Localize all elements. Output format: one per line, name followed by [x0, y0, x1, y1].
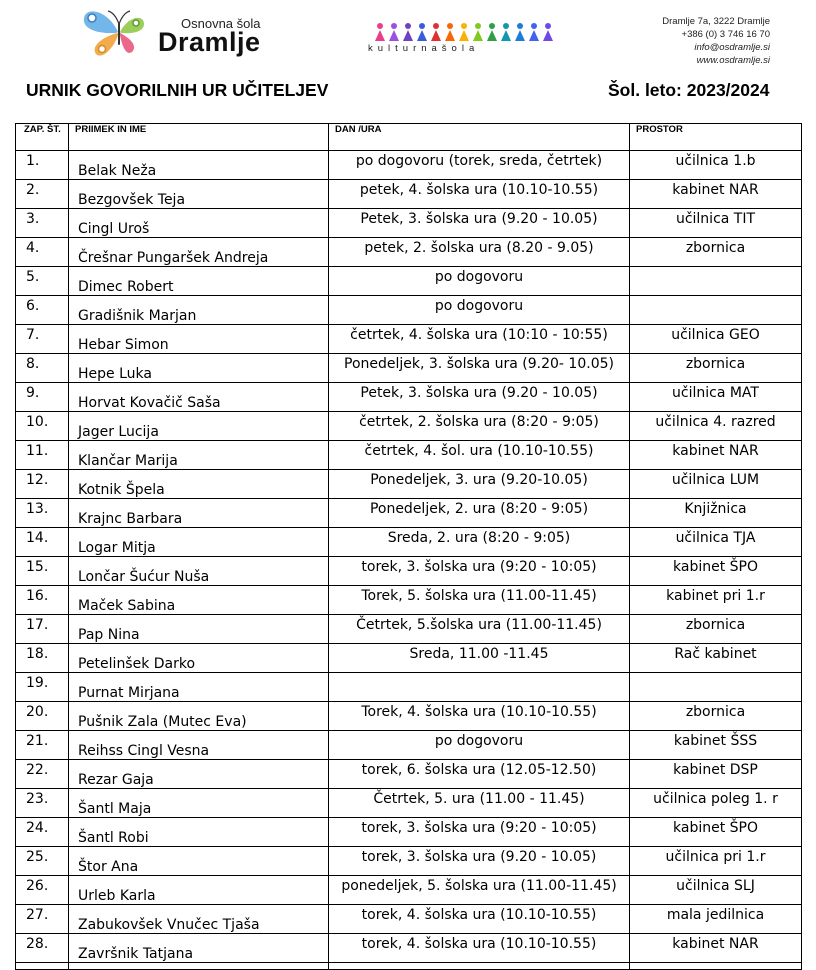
teacher-name-cell: Završnik Tatjana — [69, 934, 329, 963]
consultation-time-cell: po dogovoru (torek, sreda, četrtek) — [329, 151, 630, 180]
table-row — [16, 325, 802, 354]
room-cell: kabinet NAR — [630, 441, 802, 470]
table-row — [16, 760, 802, 789]
empty-cell — [329, 963, 630, 970]
consultation-time-cell: petek, 2. šolska ura (8.20 - 9.05) — [329, 238, 630, 267]
row-number-cell: 8. — [16, 354, 69, 383]
table-row — [16, 818, 802, 847]
table-row — [16, 934, 802, 963]
teacher-name-cell: Rezar Gaja — [69, 760, 329, 789]
consultation-time-cell: Sreda, 2. ura (8:20 - 9:05) — [329, 528, 630, 557]
consultation-time-cell: po dogovoru — [329, 267, 630, 296]
table-row — [16, 296, 802, 325]
empty-cell — [16, 963, 69, 970]
school-name-line2: Dramlje — [158, 27, 261, 57]
row-number-cell: 16. — [16, 586, 69, 615]
teacher-name-cell: Horvat Kovačič Saša — [69, 383, 329, 412]
consultation-time-cell: Četrtek, 5. ura (11.00 - 11.45) — [329, 789, 630, 818]
teacher-name-cell: Petelinšek Darko — [69, 644, 329, 673]
butterfly-icon — [78, 2, 158, 58]
room-cell: zbornica — [630, 238, 802, 267]
school-name-line1: Osnovna šola — [181, 16, 261, 31]
teacher-name-cell: Šantl Robi — [69, 818, 329, 847]
table-row-empty — [16, 963, 802, 970]
row-number-cell: 24. — [16, 818, 69, 847]
table-row — [16, 702, 802, 731]
consultation-time-cell: torek, 4. šolska ura (10.10-10.55) — [329, 905, 630, 934]
row-number-cell: 25. — [16, 847, 69, 876]
consultation-schedule-table — [15, 123, 802, 970]
teacher-name-cell: Logar Mitja — [69, 528, 329, 557]
row-number-cell: 5. — [16, 267, 69, 296]
row-number-cell: 10. — [16, 412, 69, 441]
consultation-time-cell: Torek, 4. šolska ura (10.10-10.55) — [329, 702, 630, 731]
consultation-time-cell: torek, 4. šolska ura (10.10-10.55) — [329, 934, 630, 963]
consultation-time-cell: Sreda, 11.00 -11.45 — [329, 644, 630, 673]
row-number-cell: 17. — [16, 615, 69, 644]
teacher-name-cell: Šantl Maja — [69, 789, 329, 818]
teacher-name-cell: Jager Lucija — [69, 412, 329, 441]
table-row — [16, 615, 802, 644]
teacher-name-cell: Štor Ana — [69, 847, 329, 876]
consultation-time-cell: Ponedeljek, 3. šolska ura (9.20- 10.05) — [329, 354, 630, 383]
consultation-time-cell: torek, 3. šolska ura (9:20 - 10:05) — [329, 818, 630, 847]
room-cell: Knjižnica — [630, 499, 802, 528]
empty-cell — [69, 963, 329, 970]
table-row — [16, 151, 802, 180]
room-cell: zbornica — [630, 354, 802, 383]
teacher-name-cell: Pap Nina — [69, 615, 329, 644]
table-row — [16, 267, 802, 296]
table-row — [16, 557, 802, 586]
table-row — [16, 180, 802, 209]
consultation-time-cell: Torek, 5. šolska ura (11.00-11.45) — [329, 586, 630, 615]
table-row — [16, 905, 802, 934]
consultation-time-cell: petek, 4. šolska ura (10.10-10.55) — [329, 180, 630, 209]
room-cell: kabinet NAR — [630, 934, 802, 963]
table-row — [16, 673, 802, 702]
table-row — [16, 412, 802, 441]
consultation-time-cell: torek, 3. šolska ura (9.20 - 10.05) — [329, 847, 630, 876]
address-phone: +386 (0) 3 746 16 70 — [681, 29, 770, 40]
teacher-name-cell: Zabukovšek Vnučec Tjaša — [69, 905, 329, 934]
row-number-cell: 15. — [16, 557, 69, 586]
table-row — [16, 847, 802, 876]
kulturna-sola-text: kulturnašola — [368, 43, 480, 54]
column-header-room: PROSTOR — [630, 124, 802, 151]
address-email: info@osdramlje.si — [694, 42, 770, 53]
consultation-time-cell: torek, 6. šolska ura (12.05-12.50) — [329, 760, 630, 789]
column-header-name: PRIIMEK IN IME — [69, 124, 329, 151]
room-cell: Rač kabinet — [630, 644, 802, 673]
row-number-cell: 22. — [16, 760, 69, 789]
consultation-time-cell: četrtek, 4. šol. ura (10.10-10.55) — [329, 441, 630, 470]
consultation-time-cell: po dogovoru — [329, 296, 630, 325]
consultation-time-cell: Četrtek, 5.šolska ura (11.00-11.45) — [329, 615, 630, 644]
table-row — [16, 470, 802, 499]
row-number-cell: 21. — [16, 731, 69, 760]
row-number-cell: 6. — [16, 296, 69, 325]
row-number-cell: 18. — [16, 644, 69, 673]
room-cell — [630, 673, 802, 702]
row-number-cell: 26. — [16, 876, 69, 905]
teacher-name-cell: Hebar Simon — [69, 325, 329, 354]
room-cell — [630, 267, 802, 296]
consultation-time-cell: Petek, 3. šolska ura (9.20 - 10.05) — [329, 383, 630, 412]
school-year: Šol. leto: 2023/2024 — [608, 80, 770, 100]
teacher-name-cell: Lončar Šućur Nuša — [69, 557, 329, 586]
row-number-cell: 7. — [16, 325, 69, 354]
consultation-time-cell: Ponedeljek, 2. ura (8:20 - 9:05) — [329, 499, 630, 528]
room-cell: kabinet DSP — [630, 760, 802, 789]
room-cell: učilnica 1.b — [630, 151, 802, 180]
row-number-cell: 19. — [16, 673, 69, 702]
table-row — [16, 441, 802, 470]
school-address — [662, 15, 770, 67]
teacher-name-cell: Bezgovšek Teja — [69, 180, 329, 209]
row-number-cell: 3. — [16, 209, 69, 238]
row-number-cell: 23. — [16, 789, 69, 818]
teacher-name-cell: Dimec Robert — [69, 267, 329, 296]
row-number-cell: 11. — [16, 441, 69, 470]
consultation-time-cell: po dogovoru — [329, 731, 630, 760]
room-cell — [630, 296, 802, 325]
address-website: www.osdramlje.si — [696, 55, 770, 66]
room-cell: zbornica — [630, 615, 802, 644]
room-cell: kabinet ŠPO — [630, 557, 802, 586]
room-cell: učilnica LUM — [630, 470, 802, 499]
consultation-time-cell: Petek, 3. šolska ura (9.20 - 10.05) — [329, 209, 630, 238]
row-number-cell: 27. — [16, 905, 69, 934]
room-cell: učilnica pri 1.r — [630, 847, 802, 876]
table-row — [16, 731, 802, 760]
room-cell: kabinet ŠSS — [630, 731, 802, 760]
teacher-name-cell: Purnat Mirjana — [69, 673, 329, 702]
room-cell: učilnica poleg 1. r — [630, 789, 802, 818]
room-cell: učilnica SLJ — [630, 876, 802, 905]
table-row — [16, 644, 802, 673]
column-header-time: DAN /URA — [329, 124, 630, 151]
room-cell: kabinet ŠPO — [630, 818, 802, 847]
row-number-cell: 4. — [16, 238, 69, 267]
teacher-name-cell: Črešnar Pungaršek Andreja — [69, 238, 329, 267]
room-cell: mala jedilnica — [630, 905, 802, 934]
teacher-name-cell: Gradišnik Marjan — [69, 296, 329, 325]
kulturna-sola-logo — [368, 22, 568, 56]
teacher-name-cell: Hepe Luka — [69, 354, 329, 383]
teacher-name-cell: Reihss Cingl Vesna — [69, 731, 329, 760]
teacher-name-cell: Kotnik Špela — [69, 470, 329, 499]
teacher-name-cell: Klančar Marija — [69, 441, 329, 470]
room-cell: učilnica GEO — [630, 325, 802, 354]
column-header-number: ZAP. ŠT. — [16, 124, 69, 151]
room-cell: učilnica 4. razred — [630, 412, 802, 441]
children-figures-icon — [374, 22, 558, 42]
row-number-cell: 13. — [16, 499, 69, 528]
school-logo — [78, 2, 298, 58]
table-row — [16, 209, 802, 238]
teacher-name-cell: Maček Sabina — [69, 586, 329, 615]
table-row — [16, 586, 802, 615]
consultation-time-cell: ponedeljek, 5. šolska ura (11.00-11.45) — [329, 876, 630, 905]
teacher-name-cell: Cingl Uroš — [69, 209, 329, 238]
teacher-name-cell: Belak Neža — [69, 151, 329, 180]
consultation-time-cell: četrtek, 4. šolska ura (10:10 - 10:55) — [329, 325, 630, 354]
row-number-cell: 2. — [16, 180, 69, 209]
table-row — [16, 789, 802, 818]
row-number-cell: 12. — [16, 470, 69, 499]
page-title: URNIK GOVORILNIH UR UČITELJEV — [26, 80, 329, 100]
row-number-cell: 1. — [16, 151, 69, 180]
address-street: Dramlje 7a, 3222 Dramlje — [662, 16, 770, 27]
room-cell: kabinet NAR — [630, 180, 802, 209]
room-cell: učilnica MAT — [630, 383, 802, 412]
room-cell: učilnica TJA — [630, 528, 802, 557]
consultation-time-cell: torek, 3. šolska ura (9:20 - 10:05) — [329, 557, 630, 586]
room-cell: zbornica — [630, 702, 802, 731]
table-row — [16, 876, 802, 905]
teacher-name-cell: Urleb Karla — [69, 876, 329, 905]
consultation-time-cell: Ponedeljek, 3. ura (9.20-10.05) — [329, 470, 630, 499]
table-row — [16, 354, 802, 383]
consultation-time-cell — [329, 673, 630, 702]
empty-cell — [630, 963, 802, 970]
teacher-name-cell: Pušnik Zala (Mutec Eva) — [69, 702, 329, 731]
row-number-cell: 20. — [16, 702, 69, 731]
table-row — [16, 528, 802, 557]
row-number-cell: 9. — [16, 383, 69, 412]
table-header-row — [16, 124, 802, 151]
teacher-name-cell: Krajnc Barbara — [69, 499, 329, 528]
table-row — [16, 238, 802, 267]
consultation-time-cell: četrtek, 2. šolska ura (8:20 - 9:05) — [329, 412, 630, 441]
row-number-cell: 28. — [16, 934, 69, 963]
table-row — [16, 383, 802, 412]
room-cell: učilnica TIT — [630, 209, 802, 238]
table-row — [16, 499, 802, 528]
row-number-cell: 14. — [16, 528, 69, 557]
room-cell: kabinet pri 1.r — [630, 586, 802, 615]
